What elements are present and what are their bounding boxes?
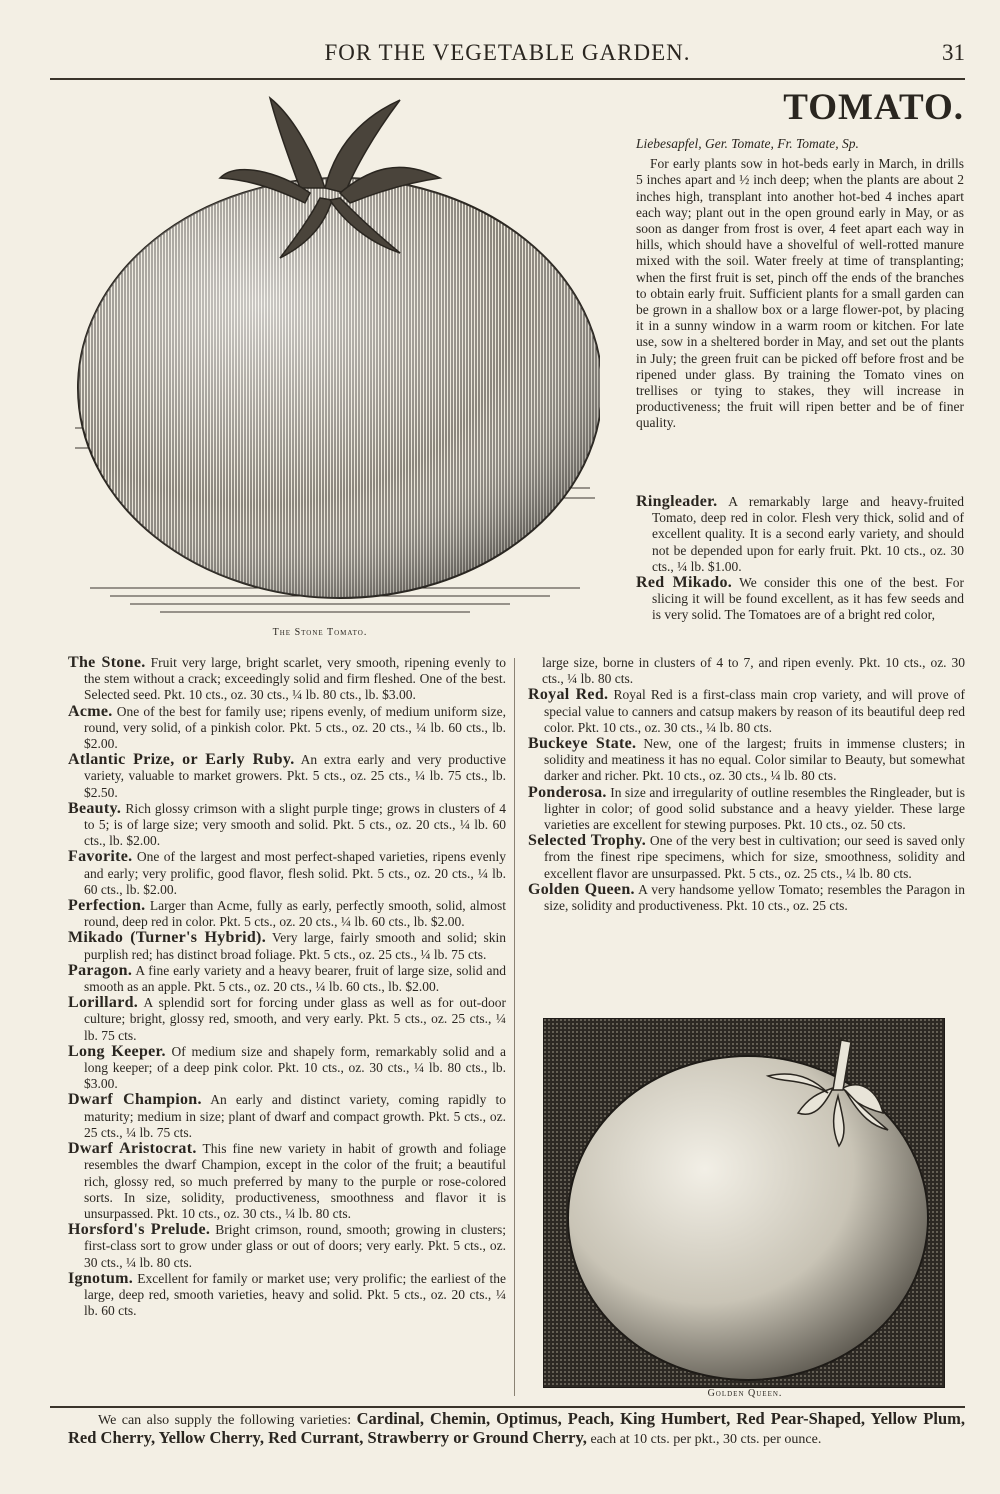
footer-lead: We can also supply the following varieties: [98,1413,352,1428]
entry-name: Buckeye State. [528,735,637,753]
entry-text: In size and irregularity of outline resembles the Ringleader, but is lighter in color; of good solid substance and a heavy yielder. These large varieties are excellent for stewing purposes. Pkt. 10 cts., oz. 50 cts. [544,784,965,833]
entry-name: Ringleader. [636,493,718,510]
entry-long-keeper [68,1044,506,1093]
entry-ringleader [636,494,964,575]
left-column [68,655,506,1319]
entry-name: Mikado (Turner's Hybrid). [68,929,266,947]
entry-text: Fruit very large, bright scarlet, very smooth, ripening evenly to the stem without a crack; exceedingly solid and firm fleshed. One of the best. Selected seed. Pkt. 10 cts., oz. 30 cts., ¼ lb. 80 cts., lb. $3.00. [84,655,507,703]
entry-name: Red Mikado. [636,574,733,592]
entry-name: Ignotum. [68,1269,134,1287]
entry-name: The Stone. [68,654,146,671]
entry-text: One of the largest and most perfect-shaped varieties, ripens evenly and early; very prolific, good flavor, flesh solid. Pkt. 5 cts., oz. 20 cts., ¼ lb. 60 cts., lb. $2.00. [84,849,507,897]
footer-varieties: Cardinal, Chemin, Optimus, Peach, King Humbert, Red Pear-Shaped, Yellow Plum, Red Cherry, Yellow Cherry, Red Currant, Strawberry or Ground Cherry, [68,1409,965,1447]
entry-text: A very handsome yellow Tomato; resembles the Paragon in size, solidity and productiveness. Pkt. 10 cts., oz. 25 cts. [544,881,965,914]
entry-royal-red [528,687,965,736]
tomato-intro [636,86,964,432]
entry-text: An extra early and very productive variety, valuable to market growers. Pkt. 5 cts., oz. 25 cts., ¼ lb. 75 cts., lb. $2.50. [84,752,506,800]
entry-mikado [68,930,506,962]
entry-paragon [68,963,506,995]
entry-name: Lorillard. [68,994,139,1012]
entry-text: Bright crimson, round, smooth; growing in clusters; first-class sort to grow under glass or out of doors; very early. Pkt. 5 cts., oz. 30 cts., ¼ lb. 80 cts. [84,1222,506,1270]
golden-queen-caption: Golden Queen. [707,1388,783,1399]
entry-name: Beauty. [68,799,122,817]
entry-ignotum [68,1271,506,1320]
entry-text: A splendid sort for forcing under glass as well as for out-door culture; bright, glossy red, smooth, and very early. Pkt. 5 cts., oz. 25 cts., ¼ lb. 75 cts. [84,995,506,1043]
footer-rule [50,1406,965,1408]
entry-text: Larger than Acme, fully as early, perfectly smooth, solid, almost round, deep red in color. Pkt. 5 cts., oz. 20 cts., ¼ lb. 60 cts., lb. $2.00. [84,898,506,930]
column-divider [514,658,515,1396]
stone-tomato-illustration [70,88,600,628]
entry-dwarf-champion [68,1092,506,1141]
entry-text: Excellent for family or market use; very prolific; the earliest of the large, deep red, smooth varieties, heavy and solid. Pkt. 5 cts., oz. 20 cts., ¼ lb. 60 cts. [84,1270,506,1319]
foreign-names: Liebesapfel, Ger. Tomate, Fr. Tomate, Sp. [636,136,859,151]
entry-text: This fine new variety in habit of growth and foliage resembles the dwarf Champion, except in the color of the fruit; a beautiful rich, glossy red, so much preferred by many to the purple or rose-colored sorts. In size, solidity, productiveness, smoothness and flavor it is unsurpassed. Pkt. 10 cts., oz. 30 cts., ¼ lb. 80 cts. [84,1141,506,1221]
entry-name: Dwarf Aristocrat. [68,1140,197,1158]
entry-text: A remarkably large and heavy-fruited Tomato, deep red in color. Flesh very thick, solid and of excellent quality. It is a second early variety, and should not be depended upon for early fruit. Pkt. 10 cts., oz. 30 cts., ¼ lb. $1.00. [652,494,964,574]
entry-the-stone [68,655,506,704]
entry-red-mikado [636,575,964,624]
entry-text: An early and distinct variety, coming rapidly to maturity; medium in size; plant of dwarf and compact growth. Pkt. 5 cts., oz. 25 cts., ¼ lb. 75 cts. [84,1092,506,1140]
entry-golden-queen [528,882,965,914]
footer-note [68,1410,965,1448]
stone-caption: The Stone Tomato. [272,627,368,638]
right-column [528,655,965,914]
footer-price: each at 10 cts. per pkt., 30 cts. per ounce. [590,1432,822,1447]
entry-text: One of the best for family use; ripens evenly, of medium uniform size, round, very solid, of a pinkish color. Pkt. 5 cts., oz. 20 cts., ¼ lb. 60 cts., lb. $2.00. [84,703,507,752]
intro-text: For early plants sow in hot-beds early in March, in drills 5 inches apart and ½ inch deep; when the plants are about 2 inches high, transplant into another hot-bed 4 inches apart each way; plant out in the open ground early in May, or as soon as danger from frost is over, 4 feet apart each way in hills, which should have a shovelful of well-rotted manure mixed with the soil. Water freely at time of transplanting; when the first fruit is set, pinch off the ends of the branches to obtain early fruit. Sufficient plants for a small garden can be grown in a shallow box or a large flower-pot, by placing it in a sunny window in a warm room or kitchen. For late use, sow in a sheltered border in May, and set out the plants in July; the green fruit can be picked off before frost and be ripened under glass. By training the Tomato vines on trellises or tying to stakes, they will increase in productiveness; the fruit will ripen better and be of finer quality. [636,156,964,431]
entry-name: Ponderosa. [528,783,607,801]
entry-name: Atlantic Prize, or Early Ruby. [68,751,295,769]
entry-dwarf-aristocrat [68,1141,506,1222]
entry-acme [68,704,506,753]
entry-text: One of the very best in cultivation; our seed is saved only from the finest ripe specimens, which for size, smoothness, solidity and excellent flavor are unsurpassed. Pkt. 5 cts., oz. 25 cts., ¼ lb. 80 cts. [544,833,966,881]
entry-favorite [68,849,506,898]
entry-name: Long Keeper. [68,1042,166,1060]
entry-name: Perfection. [68,897,146,915]
entry-text: New, one of the largest; fruits in immense clusters; in solidity and meatiness it has no equal. Color similar to Beauty, but somewhat darker and richer. Pkt. 10 cts., oz. 30 cts., ¼ lb. 80 cts. [544,736,965,784]
entry-beauty [68,801,506,850]
entry-lorillard [68,995,506,1044]
entry-text: Royal Red is a first-class main crop variety, and will prove of special value to canners and catsup makers by reason of its beautiful deep red color. Pkt. 10 cts., oz. 30 cts., ¼ lb. 80 cts. [544,687,965,735]
entry-name: Royal Red. [528,686,609,704]
entry-name: Favorite. [68,848,133,866]
entry-atlantic-prize [68,752,506,801]
page-header [50,38,965,80]
page-number: 31 [942,40,965,65]
entry-name: Paragon. [68,961,133,979]
entry-text: Very large, fairly smooth and solid; skin purplish red; has distinct broad foliage. Pkt. 5 cts., oz. 25 cts., ¼ lb. 75 cts. [84,930,507,962]
entry-name: Acme. [68,702,113,720]
entry-text: Rich glossy crimson with a slight purple tinge; grows in clusters of 4 to 5; is of large size; very smooth and solid. Pkt. 5 cts., oz. 20 cts., ¼ lb. 60 cts., lb. $2.00. [84,800,507,849]
entry-selected-trophy [528,833,965,882]
entry-text: Of medium size and shapely form, remarkably solid and a long keeper; of a deep pink color. Pkt. 10 cts., oz. 30 cts., ¼ lb. 80 cts., lb. $3.00. [84,1043,506,1092]
entry-ponderosa [528,785,965,834]
entry-text: A fine early variety and a heavy bearer, fruit of large size, solid and smooth as an apple. Pkt. 5 cts., oz. 20 cts., ¼ lb. 60 cts., lb. $2.00. [84,962,506,995]
red-mikado-continued: large size, borne in clusters of 4 to 7, and ripen evenly. Pkt. 10 cts., oz. 30 cts., ¼ lb. 80 cts. [542,655,965,687]
entry-horsfords-prelude [68,1222,506,1271]
entry-buckeye-state [528,736,965,785]
entry-perfection [68,898,506,930]
entry-name: Dwarf Champion. [68,1091,202,1109]
entry-name: Golden Queen. [528,880,635,898]
entry-text: We consider this one of the best. For slicing it will be found excellent, as it has few seeds and is very solid. The Tomatoes are of a bright red color, [652,575,964,623]
entry-name: Selected Trophy. [528,832,647,850]
entry-name: Horsford's Prelude. [68,1221,211,1239]
right-top-entries [636,494,964,624]
section-title: TOMATO. [783,87,964,128]
golden-queen-illustration [543,1018,945,1388]
header-title: FOR THE VEGETABLE GARDEN. [324,40,691,65]
